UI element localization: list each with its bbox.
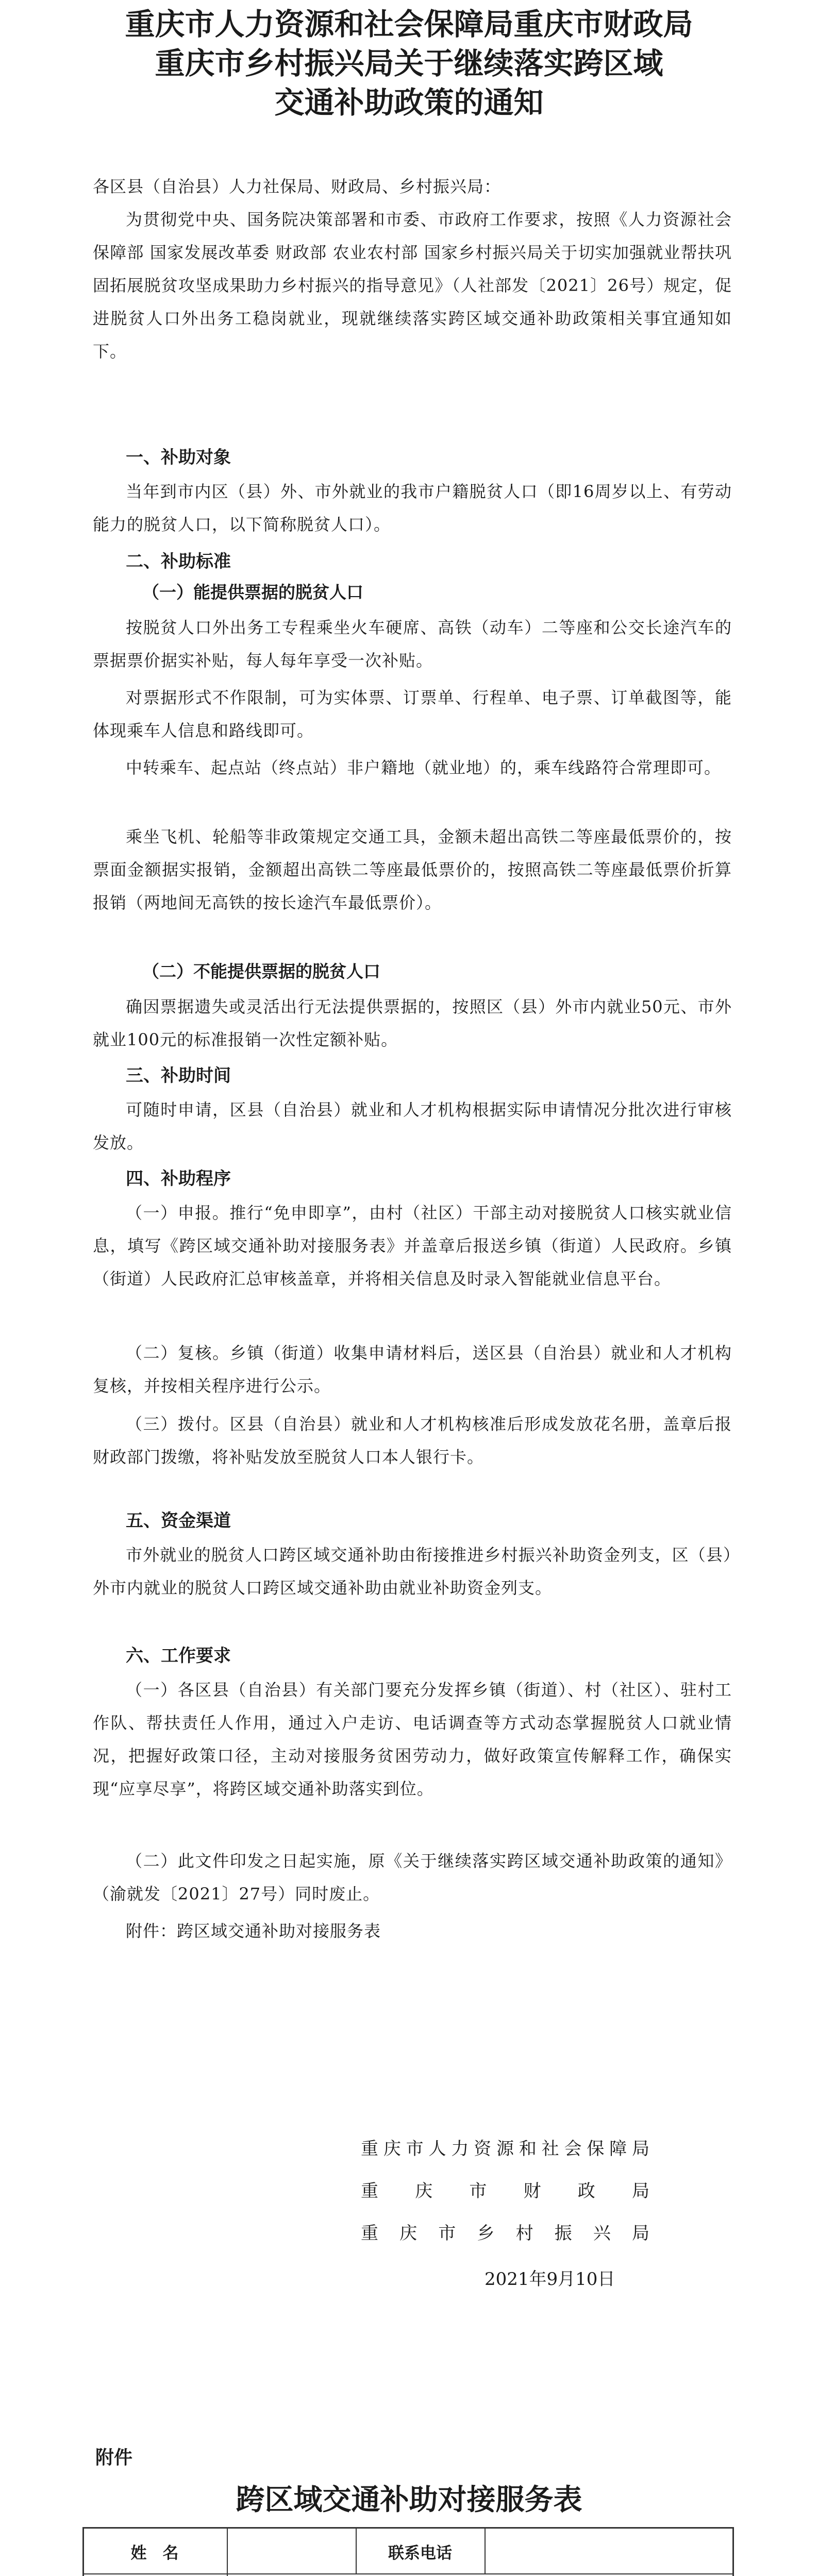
attachment-label: 附件 [95,2447,133,2468]
section-5-text: 市外就业的脱贫人口跨区域交通补助由衔接推进乡村振兴补助资金列支，区（县）外市内就业的脱贫人口跨区域交通补助由就业补助资金列支。 [93,1545,732,1598]
section-4-p3: （三）拨付。区县（自治县）就业和人才机构核准后形成发放花名册，盖章后报财政部门拨缴，将补贴发放至脱贫人口本人银行卡。 [93,1414,732,1467]
section-1-heading: 一、补助对象 [126,447,231,468]
section-3-text: 可随时申请，区县（自治县）就业和人才机构根据实际申请情况分批次进行审核发放。 [93,1100,732,1153]
name-label: 姓 名 [130,2544,179,2563]
phone-label: 联系电话 [388,2544,452,2563]
section-6-p1: （一）各区县（自治县）有关部门要充分发挥乡镇（街道）、村（社区）、驻村工作队、帮扶责任人作用，通过入户走访、电话调查等方式动态掌握脱贫人口就业情况，把握好政策口径，主动对接服务贫困劳动力，做好政策宣传解释工作，确保实现“应享尽享”，将跨区域交通补助落实到位。 [93,1680,732,1799]
section-2-p4: 乘坐飞机、轮船等非政策规定交通工具，金额未超出高铁二等座最低票价的，按票面金额据实报销，金额超出高铁二等座最低票价的，按照高铁二等座最低票价折算报销（两地间无高铁的按长途汽车最低票价）。 [93,827,732,912]
section-2-p1: 按脱贫人口外出务工专程乘坐火车硬席、高铁（动车）二等座和公交长途汽车的票据票价据实补贴，每人每年享受一次补贴。 [93,618,732,670]
attachment-line: 附件：跨区域交通补助对接服务表 [126,1921,381,1941]
section-2-sub-2: （二）不能提供票据的脱贫人口 [142,961,380,981]
intro-paragraph: 为贯彻党中央、国务院决策部署和市委、市政府工作要求，按照《人力资源社会保障部 国家发展改革委 财政部 农业农村部 国家乡村振兴局关于切实加强就业帮扶巩固拓展脱贫攻坚成果助力乡村振兴的指导意见》（人社部发〔2021〕26号）规定，促进脱贫人口外出务工稳岗就业，现就继续落实跨区域交通补助政策相关事宜通知如下。 [93,210,732,361]
signer-3: 重庆市乡村振兴局 [361,2223,649,2244]
section-2-sub-1: （一）能提供票据的脱贫人口 [142,582,363,602]
signer-2: 重庆市财政局 [361,2181,649,2201]
section-5-heading: 五、资金渠道 [126,1511,231,1531]
section-4-p1: （一）申报。推行“免申即享”，由村（社区）干部主动对接脱贫人口核实就业信息，填写《跨区域交通补助对接服务表》并盖章后报送乡镇（街道）人民政府。乡镇（街道）人民政府汇总审核盖章，并将相关信息及时录入智能就业信息平台。 [93,1203,732,1289]
section-6-heading: 六、工作要求 [126,1646,231,1666]
section-2-heading: 二、补助标准 [126,551,231,572]
row-divider [82,2573,734,2574]
section-1-text: 当年到市内区（县）外、市外就业的我市户籍脱贫人口（即16周岁以上、有劳动能力的脱贫人口，以下简称脱贫人口）。 [93,482,732,534]
section-4-heading: 四、补助程序 [126,1168,231,1189]
section-6-p2: （二）此文件印发之日起实施，原《关于继续落实跨区域交通补助政策的通知》（渝就发〔2021〕27号）同时废止。 [93,1851,732,1904]
section-4-p2: （二）复核。乡镇（街道）收集申请材料后，送区县（自治县）就业和人才机构复核，并按相关程序进行公示。 [93,1343,732,1396]
column-divider [485,2527,486,2573]
section-3-heading: 三、补助时间 [126,1065,231,1086]
addressee: 各区县（自治县）人力社保局、财政局、乡村振兴局： [93,177,502,196]
signer-1: 重庆市人力资源和社会保障局 [361,2139,649,2159]
form-title: 跨区域交通补助对接服务表 [236,2483,582,2517]
document-date: 2021年9月10日 [485,2269,615,2290]
section-2-p5: 确因票据遗失或灵活出行无法提供票据的，按照区（县）外市内就业50元、市外就业100元的标准报销一次性定额补贴。 [93,997,732,1049]
doc-title-line-2: 重庆市乡村振兴局关于继续落实跨区域 [155,46,663,81]
section-2-p3: 中转乘车、起点站（终点站）非户籍地（就业地）的，乘车线路符合常理即可。 [126,758,722,777]
section-2-p2: 对票据形式不作限制，可为实体票、订票单、行程单、电子票、订单截图等，能体现乘车人信息和路线即可。 [93,688,732,740]
doc-title-line-3: 交通补助政策的通知 [274,85,544,120]
doc-title-line-1: 重庆市人力资源和社会保障局重庆市财政局 [125,7,693,42]
column-divider [356,2527,357,2573]
column-divider [227,2527,228,2576]
